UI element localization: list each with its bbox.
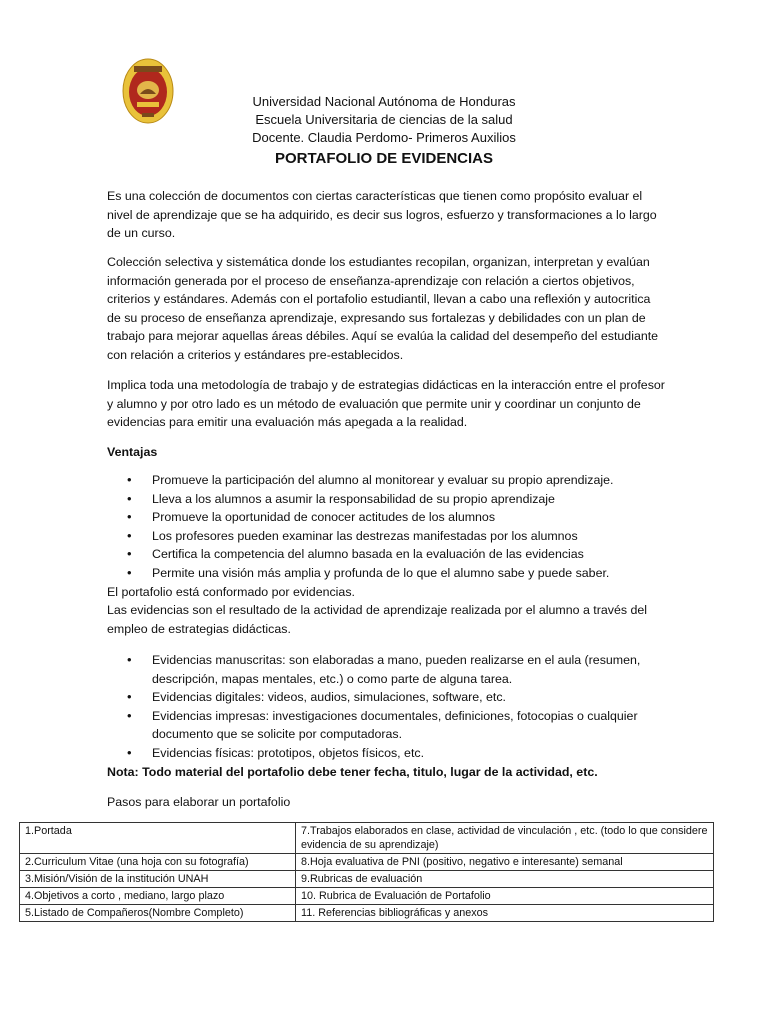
list-item: • Evidencias manuscritas: son elaboradas a mano, pueden realizarse en el aula (resumen, descripción, mapas mentales, etc.) o como parte de alguna tarea. (107, 651, 652, 688)
table-cell: 1.Portada (20, 823, 296, 854)
list-item: • Certifica la competencia del alumno basada en la evaluación de las evidencias (107, 545, 707, 564)
list-item: • Evidencias físicas: prototipos, objetos físicos, etc. (107, 744, 652, 763)
table-row (20, 823, 714, 854)
table-row (20, 905, 714, 922)
table-row (20, 888, 714, 905)
list-item: • Permite una visión más amplia y profunda de lo que el alumno sabe y puede saber. (107, 564, 707, 583)
table-cell: 9.Rubricas de evaluación (296, 871, 714, 888)
school-name: Escuela Universitaria de ciencias de la salud (255, 112, 513, 127)
intro-paragraph-1 (107, 187, 667, 243)
table-row (20, 871, 714, 888)
evidencias-definition: Las evidencias son el resultado de la actividad de aprendizaje realizada por el alumno a través del empleo de estrategias didácticas. (107, 603, 648, 636)
nota-text: Nota: Todo material del portafolio debe tener fecha, titulo, lugar de la actividad, etc. (107, 764, 598, 779)
ventajas-list-block (107, 471, 707, 638)
ventajas-heading: Ventajas (107, 445, 158, 459)
conformado-text: El portafolio está conformado por evidencias. (107, 584, 355, 599)
intro-text-2: Colección selectiva y sistemática donde los estudiantes recopilan, organizan, interpretan y evalúan información generada por el proceso de enseñanza-aprendizaje con relación a ciertos objetivos, criterios y estándares. Además con el portafolio estudiantil, llevan a cabo una reflexión y autocritica de su proceso de enseñanza aprendizaje, expresando sus fortalezas y debilidades con un plan de trabajo para mejorar aquellas áreas débiles. Aquí se evalúa la calidad del desempeño del estudiante con relación a criterios y estándares pre-establecidos. (107, 255, 659, 362)
document-title: PORTAFOLIO DE EVIDENCIAS (274, 150, 494, 167)
pasos-table (19, 822, 714, 922)
list-item: • Lleva a los alumnos a asumir la responsabilidad de su propio aprendizaje (107, 490, 707, 509)
ventajas-list (107, 471, 707, 583)
table-cell: 10. Rubrica de Evaluación de Portafolio (296, 888, 714, 905)
evidencias-list-block (107, 651, 652, 781)
university-name: Universidad Nacional Autónoma de Honduras (252, 94, 516, 109)
table-cell: 4.Objetivos a corto , mediano, largo plazo (20, 888, 296, 905)
pasos-heading: Pasos para elaborar un portafolio (107, 795, 291, 809)
intro-text-1: Es una colección de documentos con ciertas características que tienen como propósito evaluar el nivel de aprendizaje que se ha adquirido, es decir sus logros, esfuerzo y transformaciones a lo largo de un curso. (107, 189, 657, 241)
list-item: • Evidencias digitales: videos, audios, simulaciones, software, etc. (107, 688, 652, 707)
table-cell: 3.Misión/Visión de la institución UNAH (20, 871, 296, 888)
list-item: • Los profesores pueden examinar las destrezas manifestadas por los alumnos (107, 527, 707, 546)
list-item: • Promueve la participación del alumno al monitorear y evaluar su propio aprendizaje. (107, 471, 707, 490)
table-cell: 7.Trabajos elaborados en clase, actividad de vinculación , etc. (todo lo que considere evidencia de su aprendizaje) (296, 823, 714, 854)
list-item: • Promueve la oportunidad de conocer actitudes de los alumnos (107, 508, 707, 527)
instructor-line: Docente. Claudia Perdomo- Primeros Auxilios (252, 130, 516, 145)
evidencias-list (107, 651, 652, 763)
intro-text-3: Implica toda una metodología de trabajo y de estrategias didácticas en la interacción entre el profesor y alumno y por otro lado es un método de evaluación que permite unir y coordinar un conjunto de evidencias para emitir una evaluación más apegada a la realidad. (107, 378, 665, 430)
table-cell: 8.Hoja evaluativa de PNI (positivo, negativo e interesante) semanal (296, 854, 714, 871)
document-header (0, 93, 768, 169)
intro-paragraph-3 (107, 376, 667, 432)
table-row (20, 854, 714, 871)
table-cell: 5.Listado de Compañeros(Nombre Completo) (20, 905, 296, 922)
list-item: • Evidencias impresas: investigaciones documentales, definiciones, fotocopias o cualquier documento que se solicite por computadoras. (107, 707, 652, 744)
intro-paragraph-2 (107, 253, 667, 365)
table-cell: 2.Curriculum Vitae (una hoja con su fotografía) (20, 854, 296, 871)
table-cell: 11. Referencias bibliográficas y anexos (296, 905, 714, 922)
